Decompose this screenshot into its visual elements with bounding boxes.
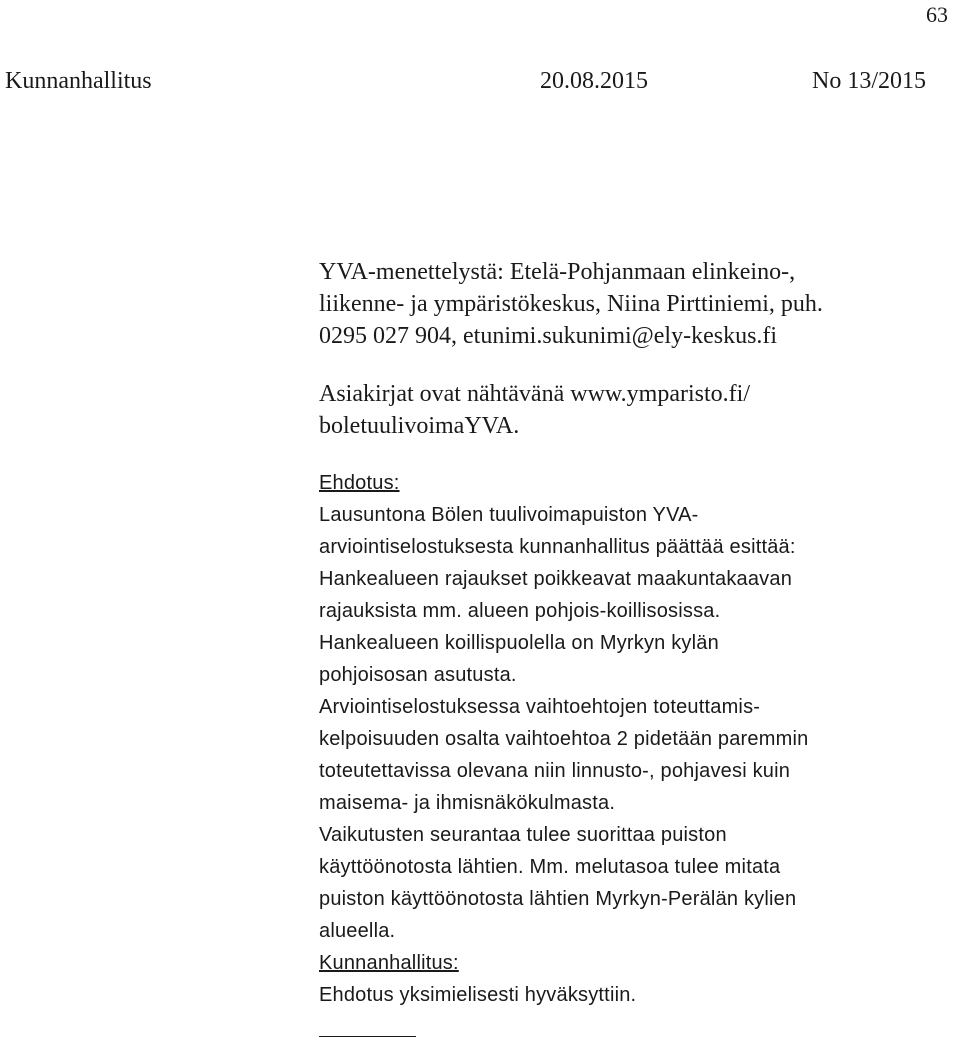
proposal-line: toteutettavissa olevana niin linnusto-, pohjavesi kuin xyxy=(319,760,791,782)
proposal-line: Lausuntona Bölen tuulivoimapuiston YVA- xyxy=(319,504,699,526)
decision-text: Ehdotus yksimielisesti hyväksyttiin. xyxy=(319,984,637,1006)
header-body-name: Kunnanhallitus xyxy=(5,68,152,94)
proposal-line: rajauksista mm. alueen pohjois-koillisosissa. xyxy=(319,600,721,622)
contact-info xyxy=(319,256,949,352)
proposal-line: Arviointiselostuksessa vaihtoehtojen toteuttamis- xyxy=(319,696,761,718)
header-date: 20.08.2015 xyxy=(540,68,648,94)
proposal-line: maisema- ja ihmisnäkökulmasta. xyxy=(319,792,616,814)
contact-line: YVA-menettelystä: Etelä-Pohjanmaan elinkeino-, xyxy=(319,259,796,285)
proposal-line: käyttöönotosta lähtien. Mm. melutasoa tulee mitata xyxy=(319,856,781,878)
documents-line: boletuulivoimaYVA. xyxy=(319,413,520,439)
proposal-line: Vaikutusten seurantaa tulee suorittaa puiston xyxy=(319,824,727,846)
section-divider xyxy=(319,1036,416,1037)
decision-heading: Kunnanhallitus: xyxy=(319,952,459,974)
proposal-line: kelpoisuuden osalta vaihtoehtoa 2 pidetään paremmin xyxy=(319,728,809,750)
page-number: 63 xyxy=(926,2,948,27)
contact-line: 0295 027 904, etunimi.sukunimi@ely-keskus.fi xyxy=(319,323,778,349)
documents-note xyxy=(319,378,949,442)
proposal-line: arviointiselostuksesta kunnanhallitus päättää esittää: xyxy=(319,536,796,558)
contact-line: liikenne- ja ympäristökeskus, Niina Pirttiniemi, puh. xyxy=(319,291,823,317)
proposal-line: pohjoisosan asutusta. xyxy=(319,664,517,686)
proposal-line: Hankealueen koillispuolella on Myrkyn kylän xyxy=(319,632,719,654)
proposal-heading: Ehdotus: xyxy=(319,472,400,494)
proposal-section xyxy=(319,467,949,1011)
proposal-line: alueella. xyxy=(319,920,396,942)
proposal-line: Hankealueen rajaukset poikkeavat maakuntakaavan xyxy=(319,568,793,590)
documents-line: Asiakirjat ovat nähtävänä www.ymparisto.fi/ xyxy=(319,381,750,407)
proposal-line: puiston käyttöönotosta lähtien Myrkyn-Perälän kylien xyxy=(319,888,797,910)
header-meeting-number: No 13/2015 xyxy=(812,68,926,94)
